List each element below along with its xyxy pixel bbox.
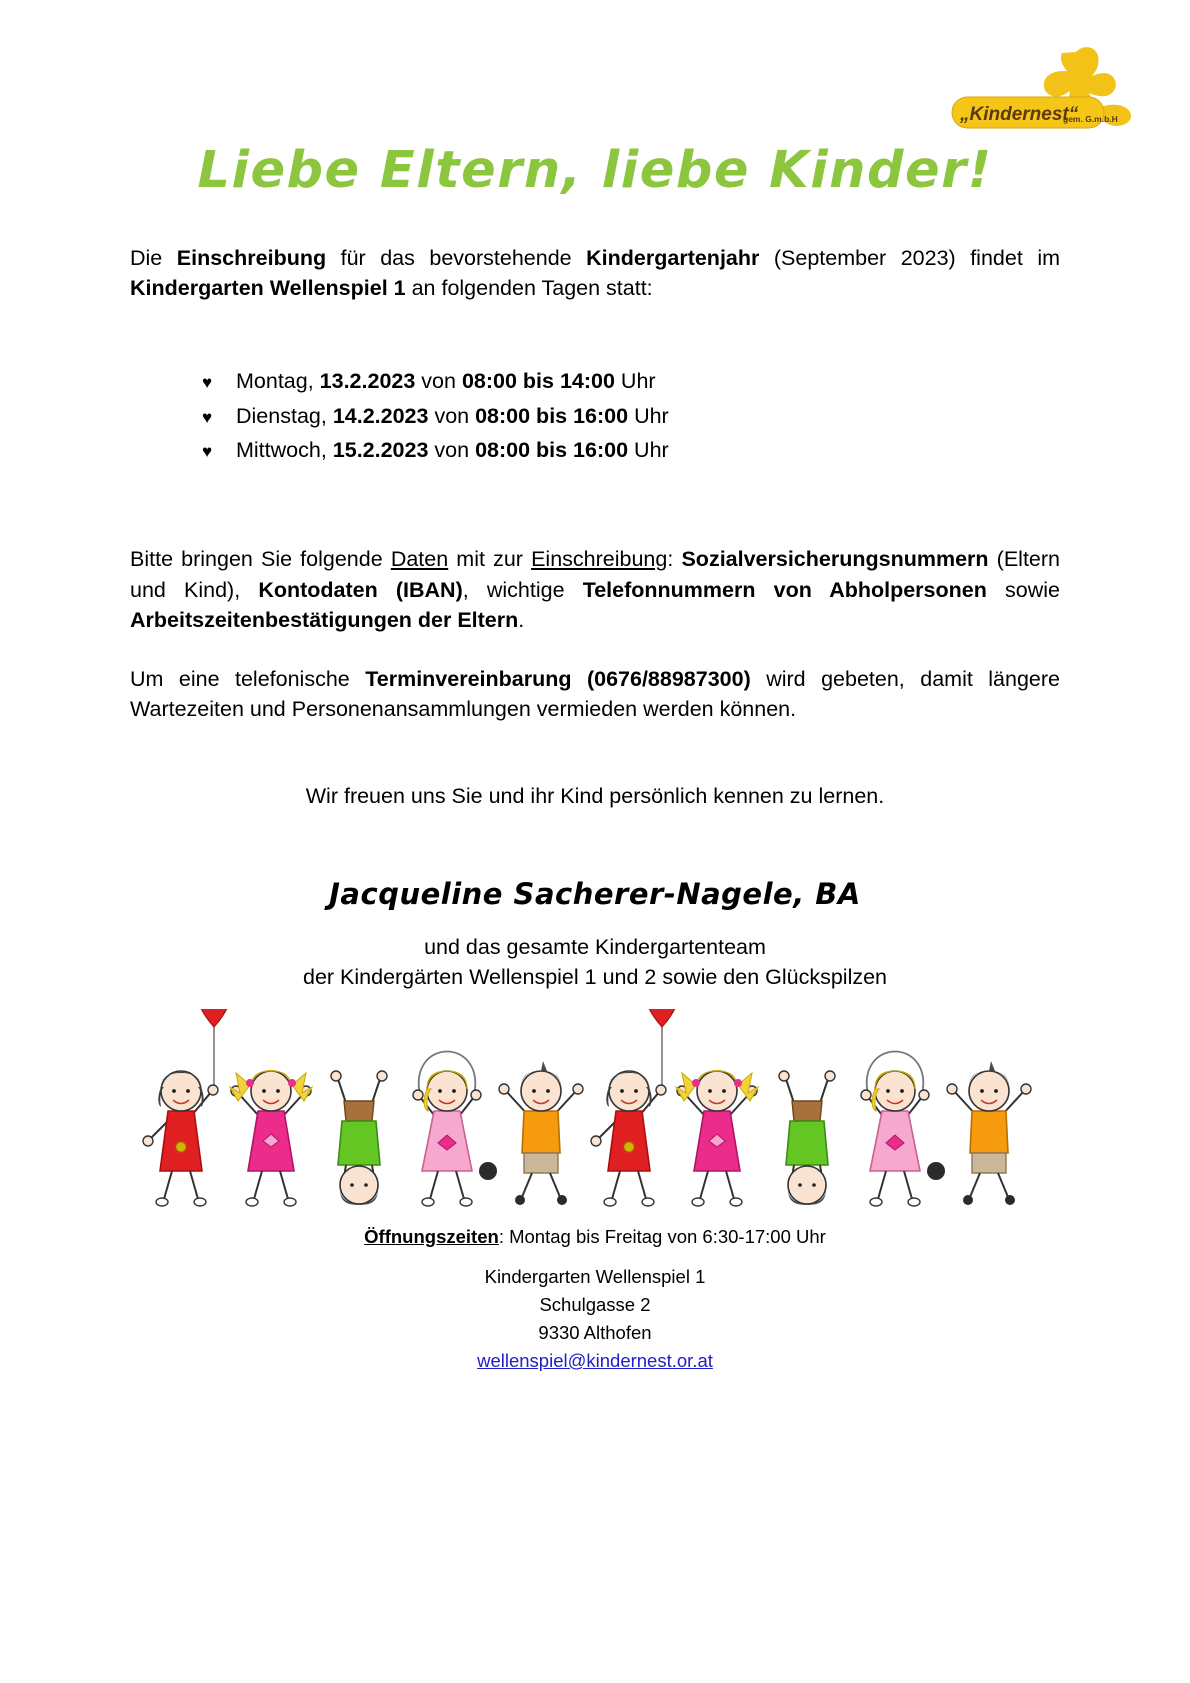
required-documents-paragraph xyxy=(130,544,1060,636)
footer-city: 9330 Althofen xyxy=(538,1321,652,1343)
intro-bold-wellenspiel: Kindergarten Wellenspiel 1 xyxy=(130,276,406,301)
intro-bold-einschreibung: Einschreibung xyxy=(176,245,327,270)
day-label: Dienstag, xyxy=(236,403,333,428)
page-title: Liebe Eltern, liebe Kinder! xyxy=(197,141,993,200)
team-line-1: und das gesamte Kindergartenteam xyxy=(424,935,766,960)
team-block xyxy=(130,933,1060,992)
time-value: 08:00 bis 16:00 xyxy=(475,403,629,428)
date-row-text xyxy=(236,433,669,468)
von-label: von xyxy=(415,368,462,393)
signature-name: Jacqueline Sacherer-Nagele, BA xyxy=(329,877,861,912)
termin-text-1: Um eine telefonische xyxy=(130,666,366,691)
daten-text-7: . xyxy=(518,608,525,633)
date-value: 13.2.2023 xyxy=(319,368,416,393)
intro-text-2: für das bevorstehende xyxy=(326,245,587,270)
daten-text-6: sowie xyxy=(986,577,1060,602)
uhr-label: Uhr xyxy=(614,368,656,393)
closing-line: Wir freuen uns Sie und ihr Kind persönlich kennen zu lernen. xyxy=(305,783,885,808)
email-link[interactable]: wellenspiel@kindernest.or.at xyxy=(477,1350,713,1371)
daten-bold-telefonnummern: Telefonnummern von Abholpersonen xyxy=(582,577,987,602)
uhr-label: Uhr xyxy=(628,403,669,428)
list-item xyxy=(202,399,1060,434)
intro-text-1: Die xyxy=(130,245,177,270)
heart-icon: ♥ xyxy=(202,407,213,427)
intro-bold-kindergartenjahr: Kindergartenjahr xyxy=(586,245,760,270)
opening-hours xyxy=(130,1223,1060,1251)
footer-street: Schulgasse 2 xyxy=(539,1293,651,1315)
logo-brand-text: „Kindernest“ xyxy=(960,104,1079,125)
appointment-paragraph xyxy=(130,664,1060,725)
kindernest-logo xyxy=(908,44,1138,149)
children-illustration xyxy=(130,1009,1060,1209)
time-value: 08:00 bis 14:00 xyxy=(461,368,615,393)
intro-paragraph xyxy=(130,243,1060,304)
time-value: 08:00 bis 16:00 xyxy=(475,438,629,463)
daten-text-1: Bitte bringen Sie folgende xyxy=(130,547,391,572)
kindernest-logo-icon xyxy=(908,44,1138,149)
daten-text-2: mit zur xyxy=(448,547,532,572)
date-value: 14.2.2023 xyxy=(332,403,429,428)
list-item xyxy=(202,433,1060,468)
von-label: von xyxy=(428,403,476,428)
enrollment-dates-list xyxy=(130,364,1060,468)
daten-text-3: : xyxy=(667,547,682,572)
heart-icon: ♥ xyxy=(202,442,213,462)
list-item xyxy=(202,364,1060,399)
footer-kindergarten-name: Kindergarten Wellenspiel 1 xyxy=(484,1265,706,1287)
termin-text-2: wird gebeten, damit längere Wartezeiten und Personenansammlungen vermieden werden können. xyxy=(130,666,1060,722)
daten-underline-einschreibung: Einschreibung xyxy=(531,547,668,572)
uhr-label: Uhr xyxy=(628,438,669,463)
opening-hours-value: : Montag bis Freitag von 6:30-17:00 Uhr xyxy=(498,1225,826,1247)
opening-hours-label: Öffnungszeiten xyxy=(364,1225,499,1247)
daten-text-4: (Eltern und Kind), xyxy=(130,547,1060,602)
termin-bold-phone: Terminvereinbarung (0676/88987300) xyxy=(365,666,751,691)
date-row-text xyxy=(236,364,656,399)
heart-icon: ♥ xyxy=(202,372,213,392)
day-label: Montag, xyxy=(236,368,320,393)
daten-bold-arbeitszeiten: Arbeitszeitenbestätigungen der Eltern xyxy=(130,608,519,633)
team-line-2: der Kindergärten Wellenspiel 1 und 2 sowie den Glückspilzen xyxy=(302,964,888,989)
intro-text-4: an folgenden Tagen statt: xyxy=(405,276,653,301)
daten-bold-kontodaten: Kontodaten (IBAN) xyxy=(258,577,463,602)
day-label: Mittwoch, xyxy=(236,438,333,463)
footer-block xyxy=(130,1223,1060,1376)
date-value: 15.2.2023 xyxy=(332,438,429,463)
logo-legal-text: gem. G.m.b.H xyxy=(1063,114,1118,124)
daten-bold-sozialversicherung: Sozialversicherungsnummern xyxy=(681,547,989,572)
date-row-text xyxy=(236,399,669,434)
daten-text-5: , wichtige xyxy=(462,577,583,602)
daten-underline-daten: Daten xyxy=(390,547,449,572)
intro-text-3: (September 2023) findet im xyxy=(759,245,1060,270)
von-label: von xyxy=(428,438,476,463)
